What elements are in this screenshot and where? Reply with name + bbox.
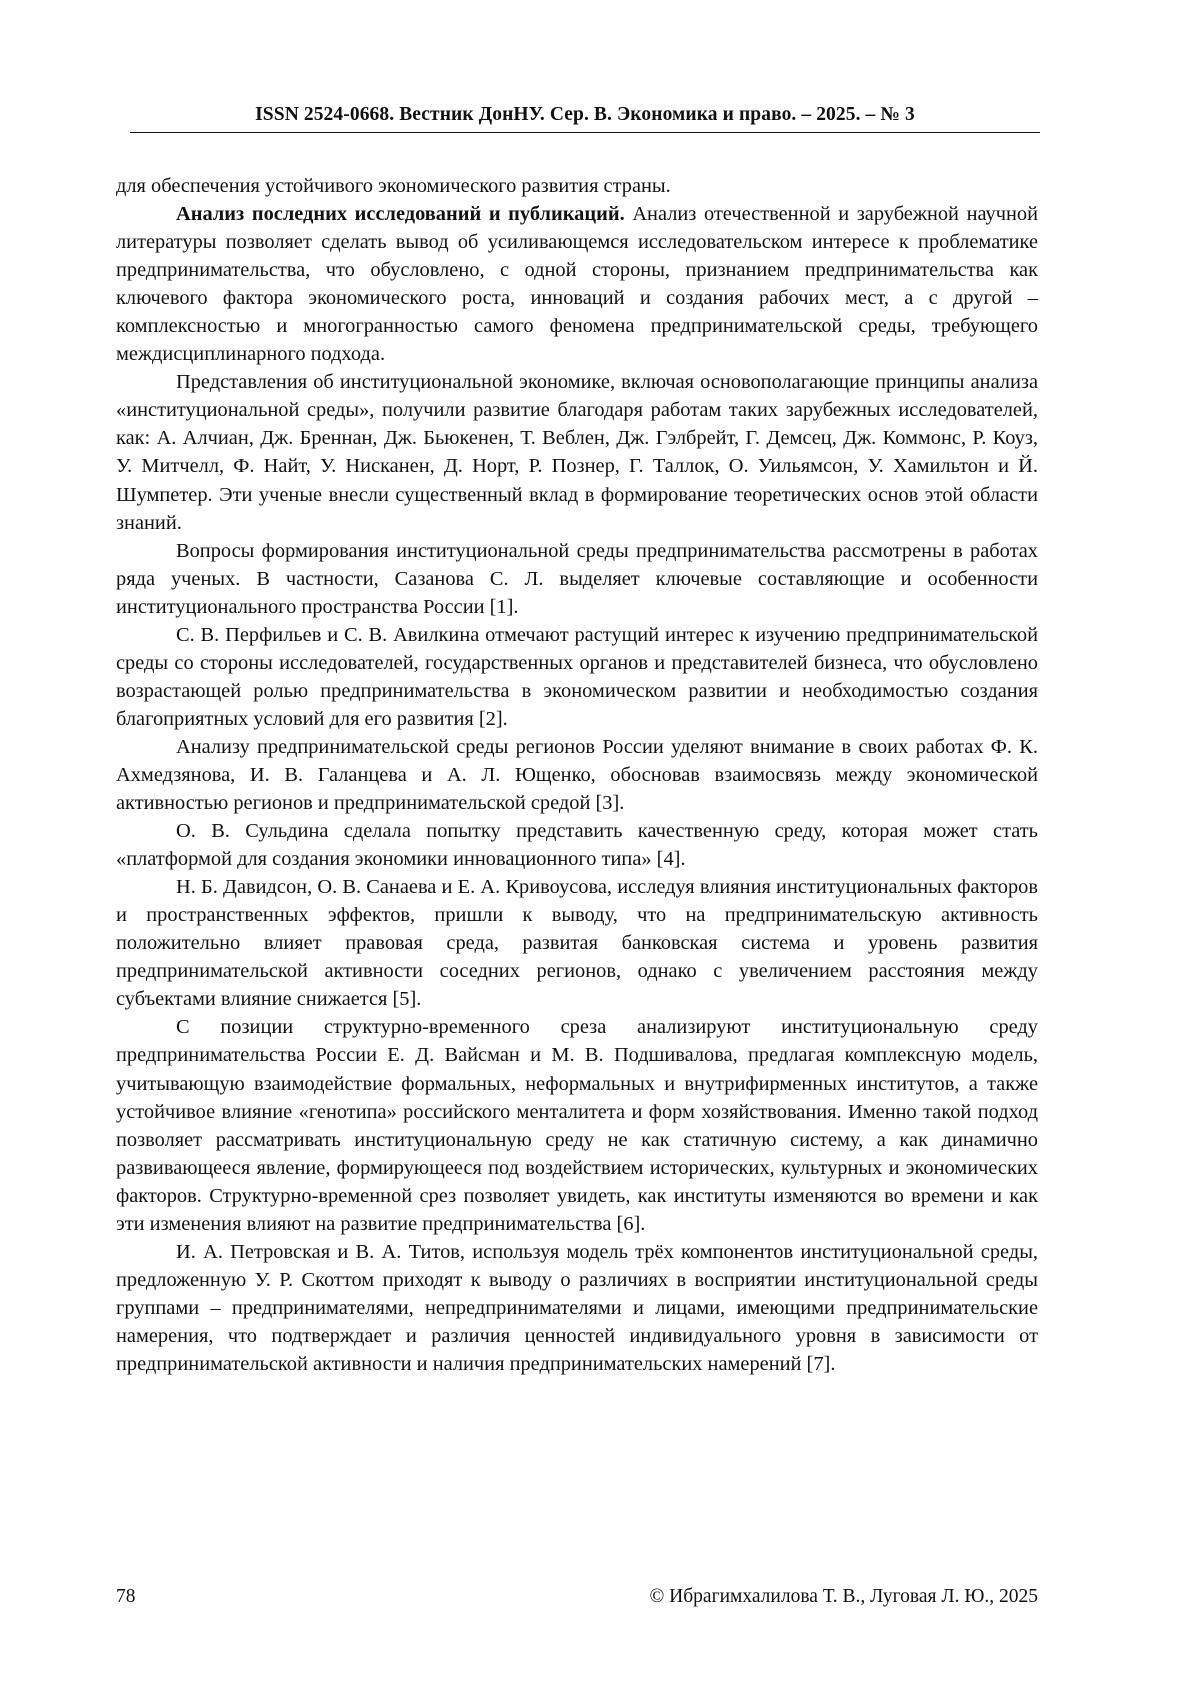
paragraph-literature-review <box>116 200 1038 368</box>
paragraph-institutional-economics <box>116 368 1038 536</box>
paragraph-ref-6 <box>116 1013 1038 1237</box>
paragraph-ref-3 <box>116 733 1038 817</box>
paragraph-text: И. А. Петровская и В. А. Титов, используя модель трёх компонентов институциональной среды, предложенную У. Р. Скоттом приходят к выводу о различиях в восприятии институциональной среды группами – предпринимателями, непредпринимателями и лицами, имеющими предпринимательские намерения, что подтверждает и различия ценностей индивидуального уровня в зависимости от предпринимательской активности и наличия предпринимательских намерений [7]. <box>116 1240 1038 1375</box>
journal-header: ISSN 2524-0668. Вестник ДонНУ. Сер. В. Экономика и право. – 2025. – № 3 <box>255 104 915 125</box>
paragraph-ref-1 <box>116 537 1038 621</box>
copyright-notice: © Ибрагимхалилова Т. В., Луговая Л. Ю., 2025 <box>649 1586 1038 1607</box>
paragraph-ref-7 <box>116 1238 1038 1378</box>
article-body <box>116 172 1038 1378</box>
paragraph-continuation <box>116 172 1038 200</box>
paragraph-text: С позиции структурно-временного среза анализируют институциональную среду предпринимательства России Е. Д. Вайсман и М. В. Подшивалова, предлагая комплексную модель, учитывающую взаимодействие формальных, неформальных и внутрифирменных институтов, а также устойчивое влияние «генотипа» российского менталитета и форм хозяйствования. Именно такой подход позволяет рассматривать институциональную среду не как статичную систему, а как динамично развивающееся явление, формирующееся под воздействием исторических, культурных и экономических факторов. Структурно-временной срез позволяет увидеть, как институты изменяются во времени и как эти изменения влияют на развитие предпринимательства [6]. <box>116 1016 1038 1235</box>
section-heading-inline: Анализ последних исследований и публикаций. <box>176 203 625 226</box>
paragraph-text: Н. Б. Давидсон, О. В. Санаева и Е. А. Кривоусова, исследуя влияния институциональных факторов и пространственных эффектов, пришли к выводу, что на предпринимательскую активность положительно влияет правовая среда, развитая банковская система и уровень развития предпринимательской активности соседних регионов, однако с увеличением расстояния между субъектами влияние снижается [5]. <box>116 876 1038 1011</box>
paragraph-ref-5 <box>116 873 1038 1013</box>
paragraph-text: С. В. Перфильев и С. В. Авилкина отмечают растущий интерес к изучению предпринимательской среды со стороны исследователей, государственных органов и представителей бизнеса, что обусловлено возрастающей ролью предпринимательства в экономическом развитии и необходимостью создания благоприятных условий для его развития [2]. <box>116 623 1038 730</box>
paragraph-text: для обеспечения устойчивого экономического развития страны. <box>116 175 671 197</box>
paragraph-text: Представления об институциональной экономике, включая основополагающие принципы анализа «институциональной среды», получили развитие благодаря работам таких зарубежных исследователей, как: А. Алчиан, Дж. Бреннан, Дж. Бьюкенен, Т. Веблен, Дж. Гэлбрейт, Г. Демсец, Дж. Коммонс, Р. Коуз, У. Митчелл, Ф. Найт, У. Нисканен, Д. Норт, Р. Познер, Г. Таллок, О. Уильямсон, У. Хамильтон и Й. Шумпетер. Эти ученые внесли существенный вклад в формирование теоретических основ этой области знаний. <box>116 371 1038 534</box>
header-divider <box>130 132 1040 133</box>
paragraph-ref-4 <box>116 817 1038 873</box>
page-number: 78 <box>116 1586 136 1607</box>
paragraph-text: О. В. Сульдина сделала попытку представить качественную среду, которая может стать «платформой для создания экономики инновационного типа» [4]. <box>116 820 1038 871</box>
paragraph-ref-2 <box>116 621 1038 733</box>
paragraph-text: Вопросы формирования институциональной среды предпринимательства рассмотрены в работах ряда ученых. В частности, Сазанова С. Л. выделяет ключевые составляющие и особенности институционального пространства России [1]. <box>116 539 1038 618</box>
paragraph-text: Анализу предпринимательской среды регионов России уделяют внимание в своих работах Ф. К. Ахмедзянова, И. В. Галанцева и А. Л. Ющенко, обосновав взаимосвязь между экономической активностью регионов и предпринимательской средой [3]. <box>116 735 1038 815</box>
paragraph-text: Анализ отечественной и зарубежной научной литературы позволяет сделать вывод об усиливающемся исследовательском интересе к проблематике предпринимательства, что обусловлено, с одной стороны, признанием предпринимательства как ключевого фактора экономического роста, инноваций и создания рабочих мест, а с другой – комплексностью и многогранностью самого феномена предпринимательской среды, требующего междисциплинарного подхода. <box>116 203 1038 366</box>
